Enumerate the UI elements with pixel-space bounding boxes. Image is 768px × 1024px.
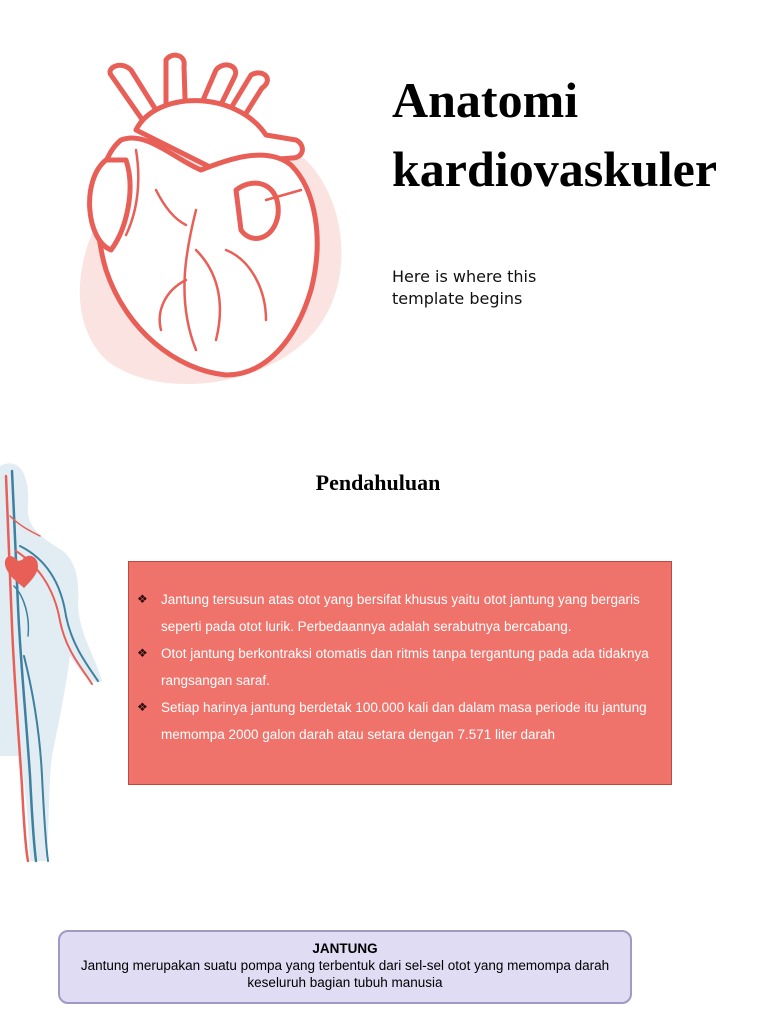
heart-left-atrium <box>236 183 278 238</box>
jantung-title: JANTUNG <box>312 941 378 956</box>
section-heading: Pendahuluan <box>315 470 441 495</box>
slide-title: Anatomi kardiovaskuler <box>392 72 718 197</box>
list-item <box>137 640 653 694</box>
list-item <box>137 694 653 748</box>
list-item <box>137 586 653 640</box>
jantung-definition-box <box>58 930 632 1004</box>
diamond-bullet-icon: ❖ <box>137 700 148 714</box>
list-item-text: Jantung tersusun atas otot yang bersifat khusus yaitu otot jantung yang bergaris seperti pada otot lurik. Perbedaannya adalah serabutnya bercabang. <box>161 592 640 634</box>
diamond-bullet-icon: ❖ <box>137 592 148 606</box>
introduction-list <box>137 586 653 748</box>
jantung-description: Jantung merupakan suatu pompa yang terbentuk dari sel-sel otot yang memompa darah keseluruh bagian tubuh manusia <box>80 958 610 990</box>
introduction-box <box>128 561 672 785</box>
list-item-text: Setiap harinya jantung berdetak 100.000 kali dan dalam masa periode itu jantung memompa 2000 galon darah atau setara dengan 7.571 liter darah <box>161 700 647 742</box>
diamond-bullet-icon: ❖ <box>137 646 148 660</box>
circulatory-system-illustration <box>0 456 110 868</box>
list-item-text: Otot jantung berkontraksi otomatis dan ritmis tanpa tergantung pada ada tidaknya rangsangan saraf. <box>161 646 649 688</box>
slide-subtitle: Here is where this template begins <box>392 267 537 308</box>
heart-illustration <box>66 50 346 390</box>
